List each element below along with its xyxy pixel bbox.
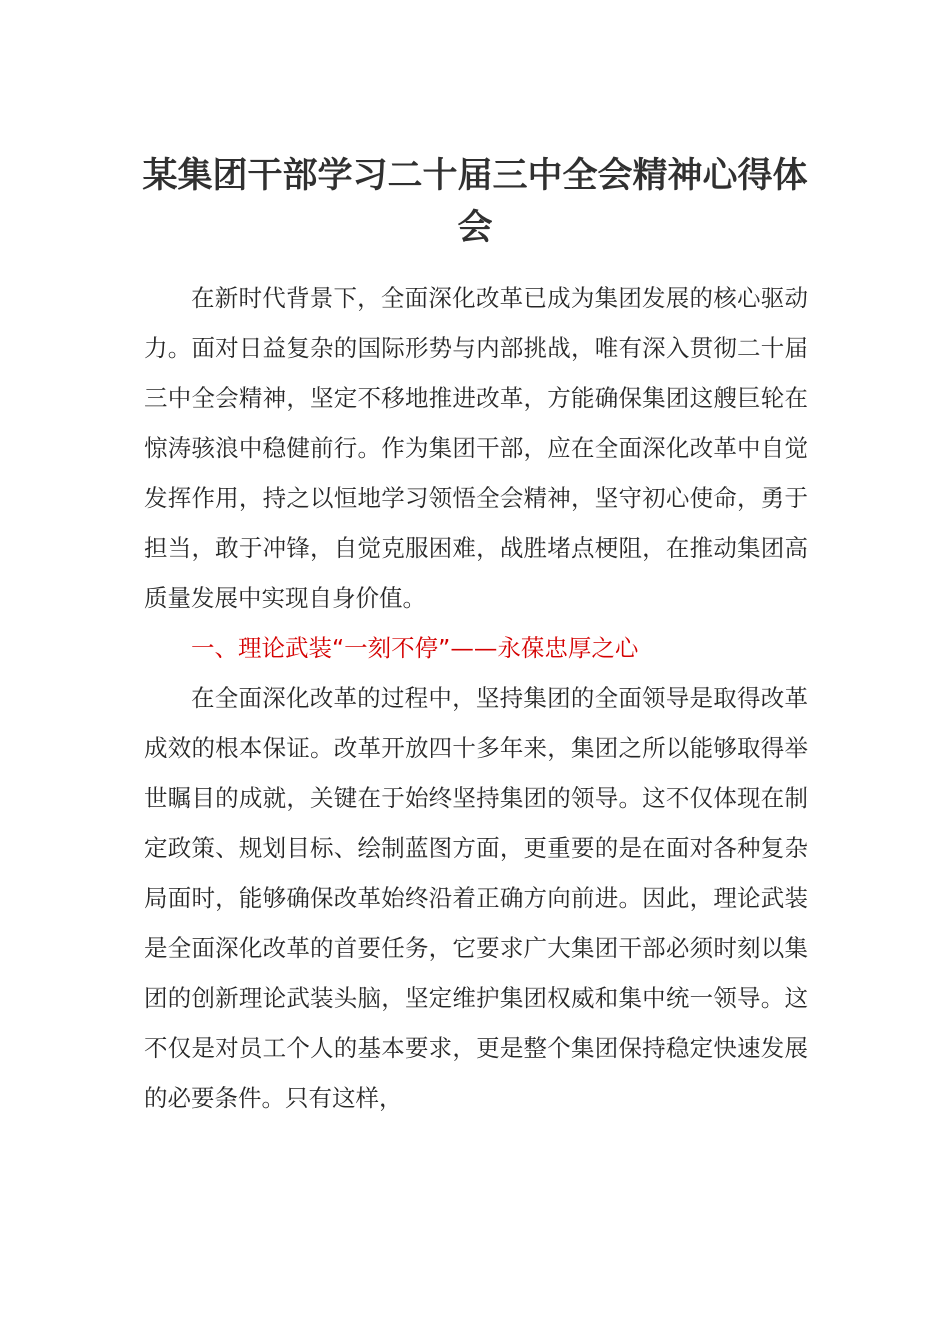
document-body — [144, 273, 808, 1123]
paragraph-section-1: 在全面深化改革的过程中，坚持集团的全面领导是取得改革成效的根本保证。改革开放四十多年来，集团之所以能够取得举世瞩目的成就，关键在于始终坚持集团的领导。这不仅体现在制定政策、规划目标、绘制蓝图方面，更重要的是在面对各种复杂局面时，能够确保改革始终沿着正确方向前进。因此，理论武装是全面深化改革的首要任务，它要求广大集团干部必须时刻以集团的创新理论武装头脑，坚定维护集团权威和集中统一领导。这不仅是对员工个人的基本要求，更是整个集团保持稳定快速发展的必要条件。只有这样， — [144, 684, 808, 1112]
document-title: 某集团干部学习二十届三中全会精神心得体会 — [142, 156, 808, 248]
section-heading-1: 一、理论武装“一刻不停”——永葆忠厚之心 — [191, 634, 639, 662]
paragraph-intro: 在新时代背景下，全面深化改革已成为集团发展的核心驱动力。面对日益复杂的国际形势与内部挑战，唯有深入贯彻二十届三中全会精神，坚定不移地推进改革，方能确保集团这艘巨轮在惊涛骇浪中稳健前行。作为集团干部，应在全面深化改革中自觉发挥作用，持之以恒地学习领悟全会精神，坚守初心使命，勇于担当，敢于冲锋，自觉克服困难，战胜堵点梗阻，在推动集团高质量发展中实现自身价值。 — [144, 284, 808, 612]
